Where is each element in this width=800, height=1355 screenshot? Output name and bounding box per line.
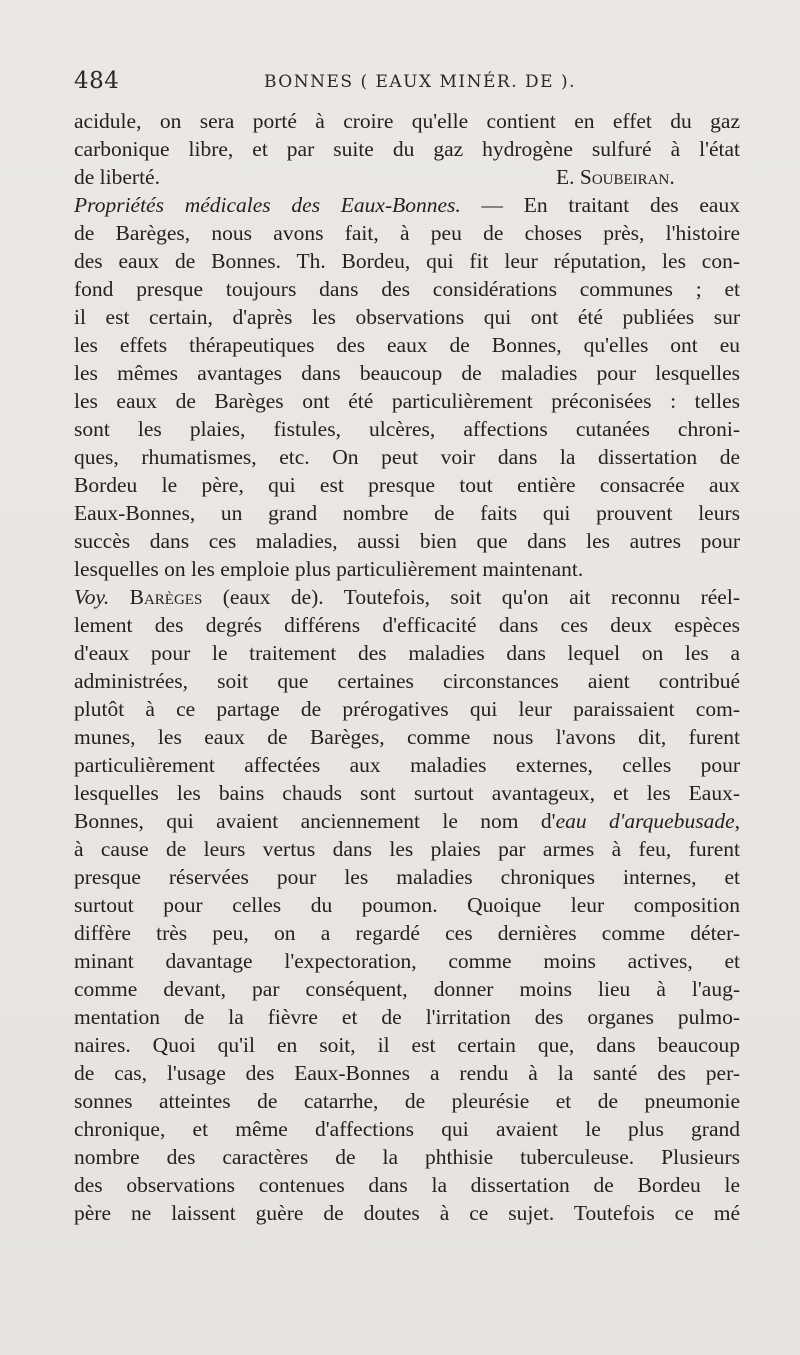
text-line: lesquelles les bains chauds sont surtout avantageux, et les Eaux- [74,781,740,805]
text-line: il est certain, d'après les observations qui ont été publiées sur [74,305,740,329]
text-line: lesquelles on les emploie plus particulièrement maintenant. [74,557,584,581]
text-line: munes, les eaux de Barèges, comme nous l'avons dit, furent [74,725,740,749]
text-line: à cause de leurs vertus dans les plaies par armes à feu, furent [74,837,740,861]
running-head: BONNES ( EAUX MINÉR. DE ). [264,72,577,92]
text-line: d'eaux pour le traitement des maladies dans lequel on les a [74,641,740,665]
text-line-part: de liberté. [74,165,160,189]
text-line: naires. Quoi qu'il en soit, il est certain que, dans beaucoup [74,1033,740,1057]
text-line-part: , [734,809,740,833]
text-line: lement des degrés différens d'efficacité dans ces deux espèces [74,613,740,637]
text-line: sonnes atteintes de catarrhe, de pleurésie et de pneumonie [74,1089,740,1113]
text-line: chronique, et même d'affections qui avaient le plus grand [74,1117,740,1141]
text-line-part: (eaux de). Toutefois, soit qu'on ait reconnu réel- [202,585,740,609]
text-line: surtout pour celles du poumon. Quoique leur composition [74,893,740,917]
text-line-part: Bonnes, qui avaient anciennement le nom d' [74,809,556,833]
page-header [74,68,742,102]
text-line: diffère très peu, on a regardé ces dernières comme déter- [74,921,740,945]
text-line: Eaux-Bonnes, un grand nombre de faits qui prouvent leurs [74,501,740,525]
text-line: mentation de la fièvre et de l'irritation des organes pulmo- [74,1005,740,1029]
text-line-part: — En traitant des eaux [460,193,740,217]
text-line: acidule, on sera porté à croire qu'elle contient en effet du gaz [74,109,740,133]
text-line: particulièrement affectées aux maladies externes, celles pour [74,753,740,777]
text-line: de cas, l'usage des Eaux-Bonnes a rendu à la santé des per- [74,1061,740,1085]
text-line: père ne laissent guère de doutes à ce sujet. Toutefois ce mé [74,1201,740,1225]
italic-term: eau d'arquebusade [555,809,735,833]
text-line: minant davantage l'expectoration, comme moins actives, et [74,949,740,973]
author-signature: E. Soubeiran. [556,165,675,189]
page-number: 484 [74,68,120,94]
text-line: les eaux de Barèges ont été particulièrement préconisées : telles [74,389,740,413]
text-line: nombre des caractères de la phthisie tuberculeuse. Plusieurs [74,1145,740,1169]
text-line [74,583,740,611]
cross-reference-target: Barèges [109,585,203,609]
text-line [74,807,740,835]
text-line: carbonique libre, et par suite du gaz hydrogène sulfuré à l'état [74,137,740,161]
text-line: presque réservées pour les maladies chroniques internes, et [74,865,740,889]
text-line: des observations contenues dans la dissertation de Bordeu le [74,1173,740,1197]
section-title: Propriétés médicales des Eaux-Bonnes. [74,193,461,217]
cross-reference-label: Voy. [74,585,110,609]
text-line: fond presque toujours dans des considérations communes ; et [74,277,740,301]
text-line: les mêmes avantages dans beaucoup de maladies pour lesquelles [74,361,740,385]
text-line: sont les plaies, fistules, ulcères, affections cutanées chroni- [74,417,740,441]
text-line: succès dans ces maladies, aussi bien que dans les autres pour [74,529,740,553]
text-line: Bordeu le père, qui est presque tout entière consacrée aux [74,473,740,497]
text-line: administrées, soit que certaines circonstances aient contribué [74,669,740,693]
text-line: plutôt à ce partage de prérogatives qui leur paraissaient com- [74,697,740,721]
text-line: des eaux de Bonnes. Th. Bordeu, qui fit leur réputation, les con- [74,249,740,273]
text-line-signature [74,163,740,191]
text-line: de Barèges, nous avons fait, à peu de choses près, l'histoire [74,221,740,245]
text-line: les effets thérapeutiques des eaux de Bonnes, qu'elles ont eu [74,333,740,357]
text-line: ques, rhumatismes, etc. On peut voir dans la dissertation de [74,445,740,469]
text-line: comme devant, par conséquent, donner moins lieu à l'aug- [74,977,740,1001]
section-heading-line [74,191,740,219]
